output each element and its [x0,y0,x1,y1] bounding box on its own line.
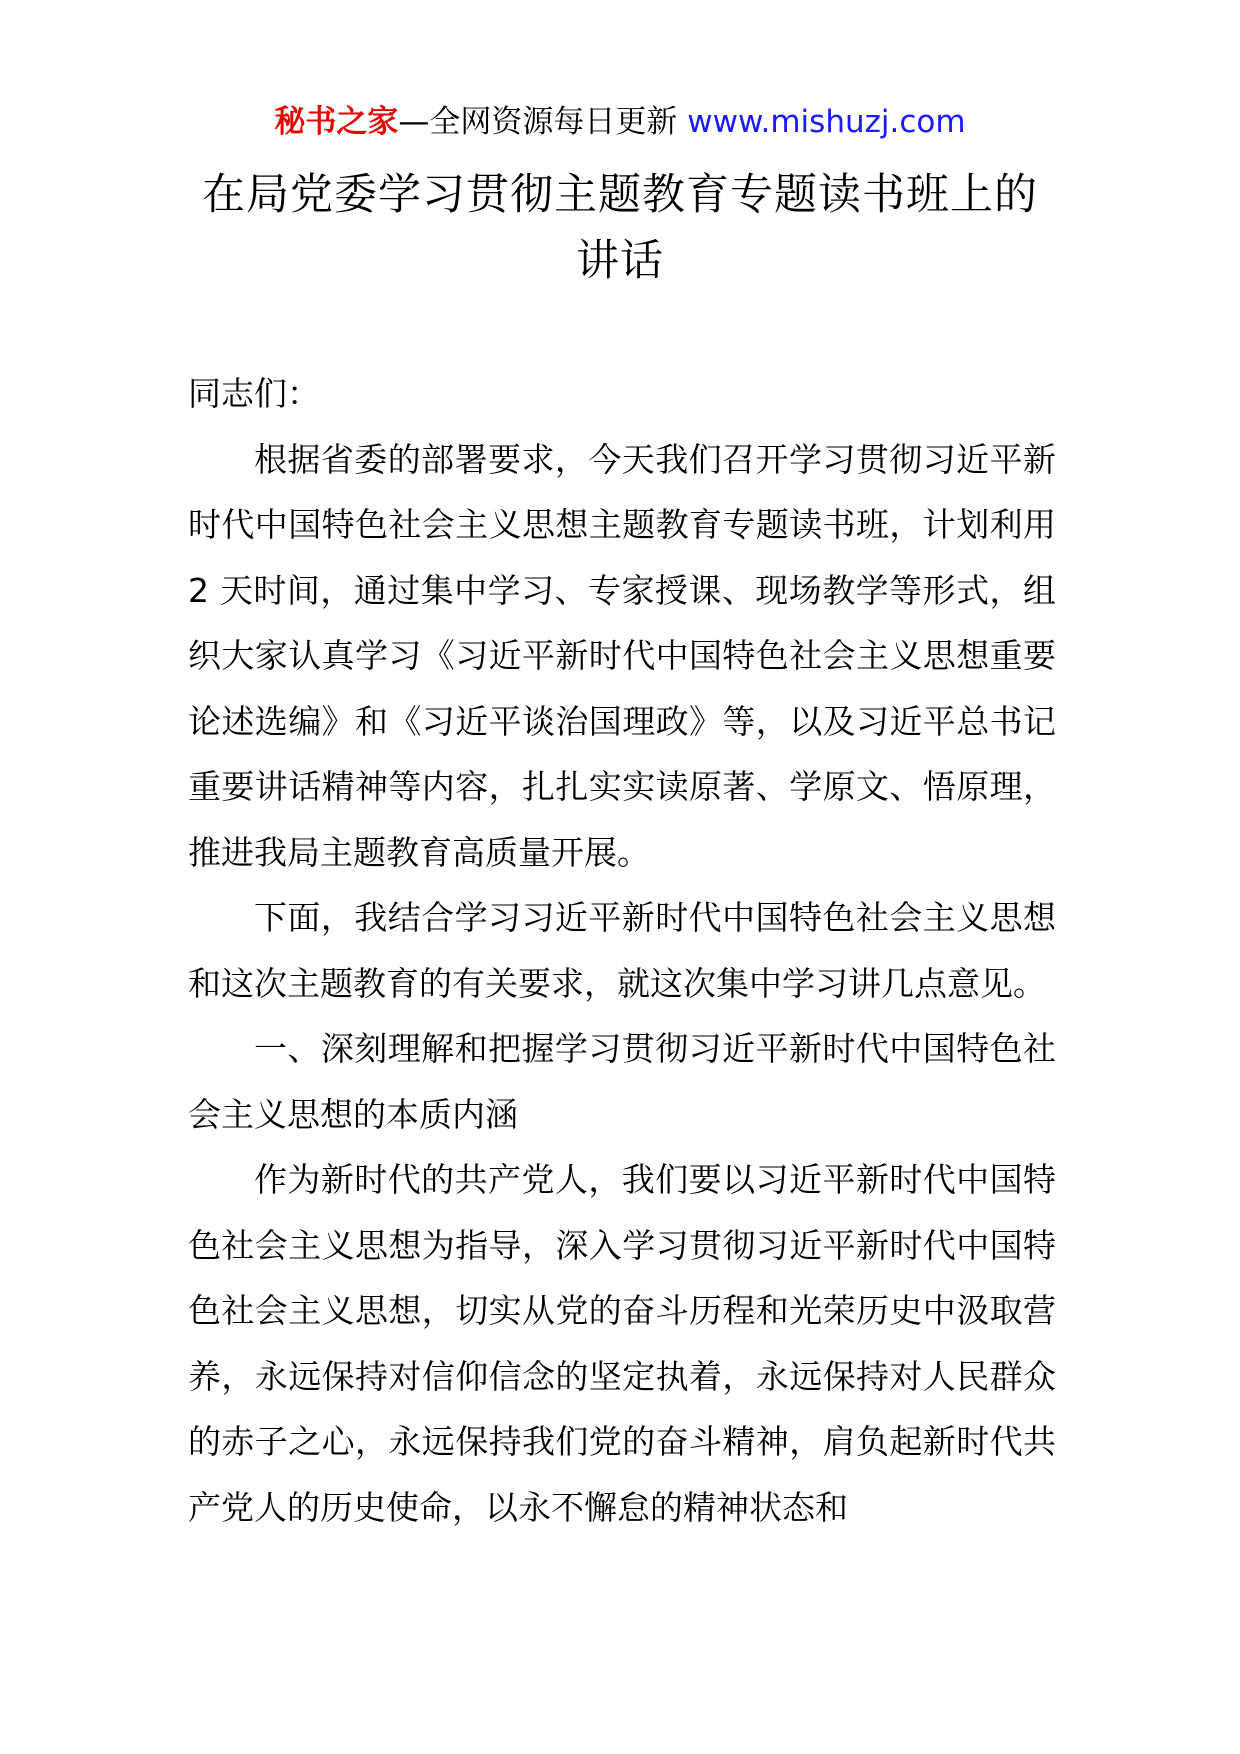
document-title: 在局党委学习贯彻主题教育专题读书班上的讲话 [202,170,1038,286]
paragraph-section-1: 作为新时代的共产党人，我们要以习近平新时代中国特色社会主义思想为指导，深入学习贯彻习近平新时代中国特色社会主义思想，切实从党的奋斗历程和光荣历史中汲取营养，永远保持对信仰信念的坚定执着，永远保持对人民群众的赤子之心，永远保持我们党的奋斗精神，肩负起新时代共产党人的历史使命，以永不懈怠的精神状态和 [188,1160,1056,1527]
document-body [188,361,1056,1540]
header-tagline: —全网资源每日更新 [398,104,688,140]
site-header [0,102,1240,142]
section-heading-1: 一、深刻理解和把握学习贯彻习近平新时代中国特色社会主义思想的本质内涵 [188,1029,1056,1134]
site-url: www.mishuzj.com [687,104,966,140]
brand-name: 秘书之家 [274,104,399,140]
paragraph-opinion: 下面，我结合学习习近平新时代中国特色社会主义思想和这次主题教育的有关要求，就这次集中学习讲几点意见。 [188,898,1056,1003]
salutation: 同志们： [188,374,320,413]
paragraph-intro: 根据省委的部署要求，今天我们召开学习贯彻习近平新时代中国特色社会主义思想主题教育专题读书班，计划利用 2 天时间，通过集中学习、专家授课、现场教学等形式，组织大家认真学习《习近平新时代中国特色社会主义思想重要论述选编》和《习近平谈治国理政》等，以及习近平总书记重要讲话精神等内容，扎扎实实读原著、学原文、悟原理，推进我局主题教育高质量开展。 [188,439,1056,872]
